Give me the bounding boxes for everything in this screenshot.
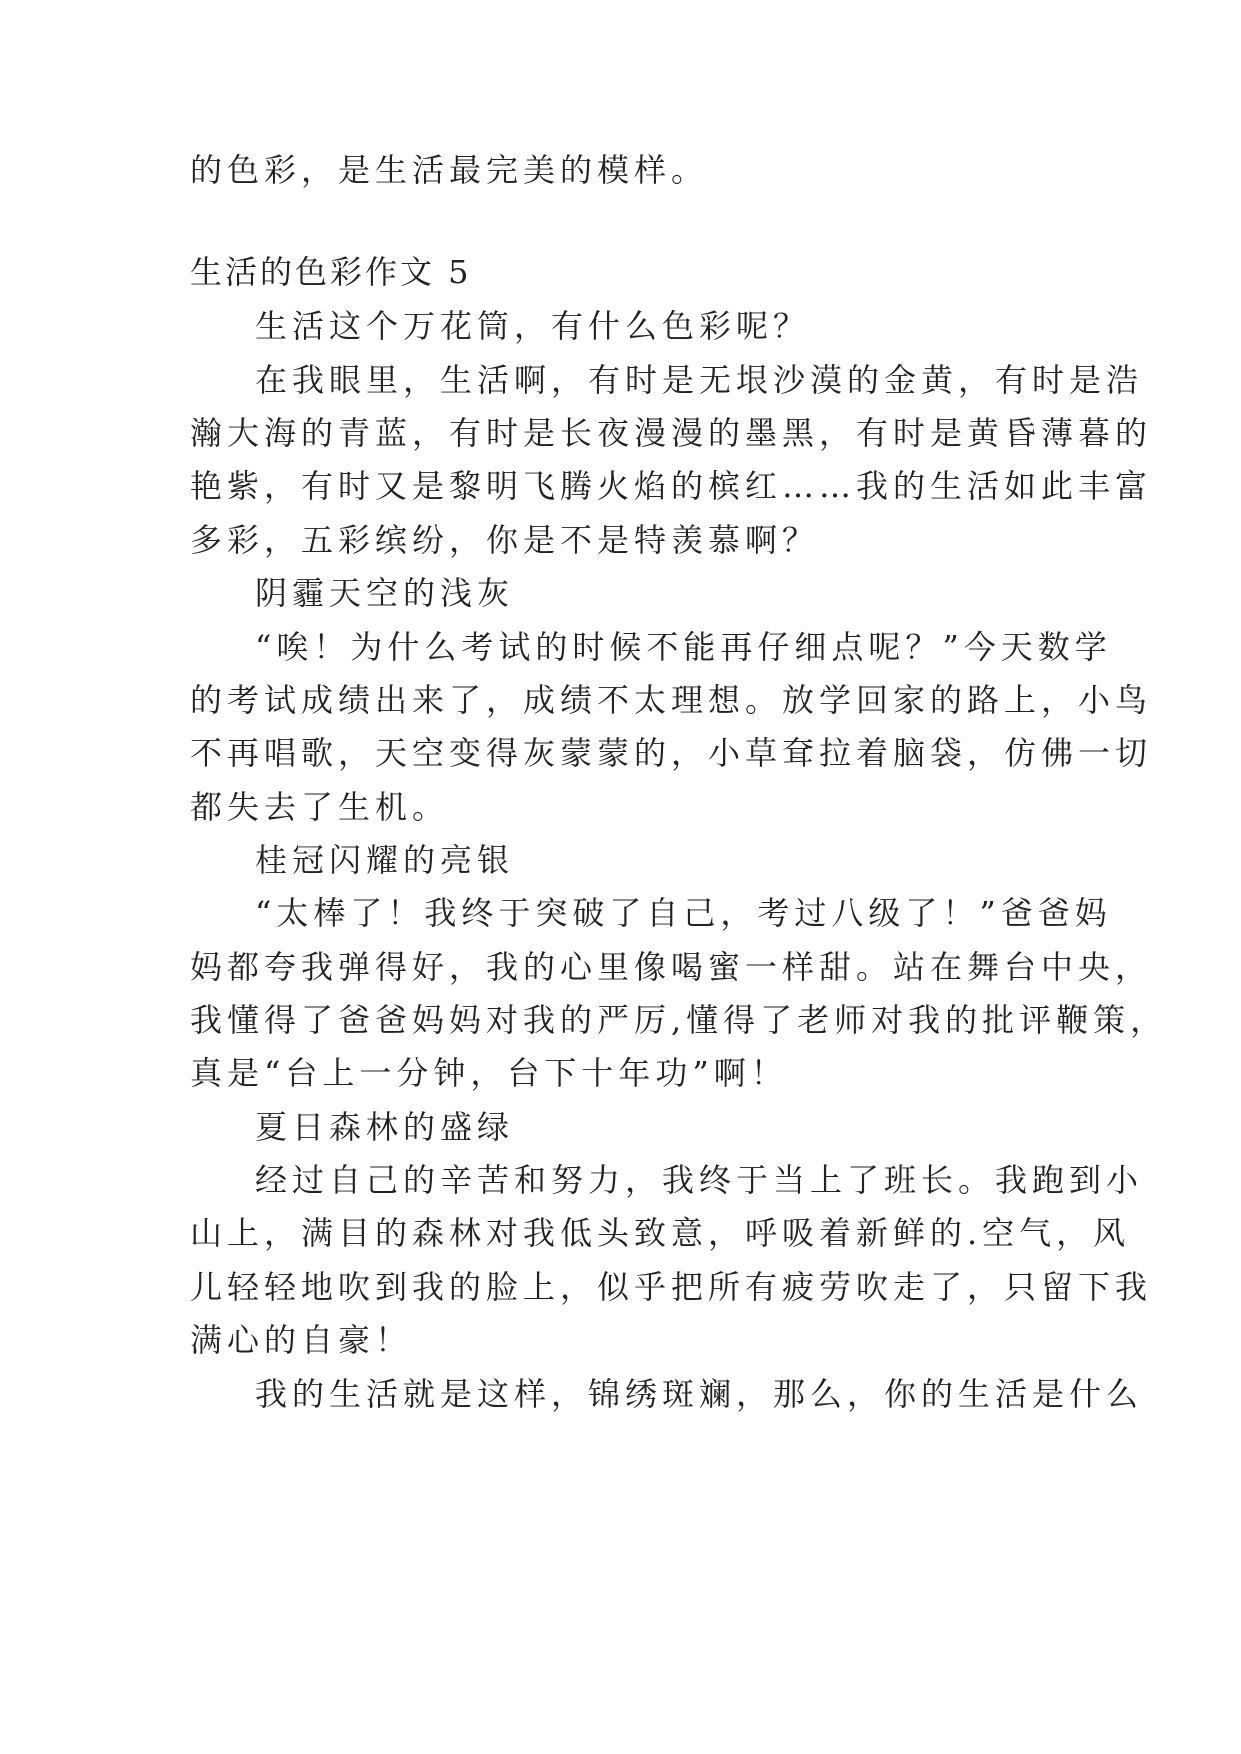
text-line: 山上，满目的森林对我低头致意，呼吸着新鲜的.空气，风: [190, 1214, 1131, 1252]
text-line: 儿轻轻地吹到我的脸上，似乎把所有疲劳吹走了，只留下我: [190, 1268, 1153, 1306]
section-heading: 夏日森林的盛绿: [255, 1108, 515, 1146]
text-line: 多彩，五彩缤纷，你是不是特羡慕啊？: [190, 521, 820, 559]
section-heading: 桂冠闪耀的亮银: [255, 841, 515, 879]
essay-title: 生活的色彩作文 5: [190, 253, 472, 291]
text-line: 生活这个万花筒，有什么色彩呢？: [255, 307, 811, 345]
text-line: 都失去了生机。: [190, 788, 450, 826]
text-line: 我的生活就是这样，锦绣斑斓，那么，你的生活是什么: [255, 1375, 1144, 1413]
text-line: 的色彩，是生活最完美的模样。: [190, 151, 709, 189]
text-line: “唉！为什么考试的时候不能再仔细点呢？”今天数学: [255, 628, 1112, 666]
text-line: 在我眼里，生活啊，有时是无垠沙漠的金黄，有时是浩: [255, 361, 1144, 399]
section-heading: 阴霾天空的浅灰: [255, 574, 515, 612]
text-line: “太棒了！我终于突破了自己，考过八级了！”爸爸妈: [255, 894, 1112, 932]
text-line: 瀚大海的青蓝，有时是长夜漫漫的墨黑，有时是黄昏薄暮的: [190, 414, 1153, 452]
text-line: 经过自己的辛苦和努力，我终于当上了班长。我跑到小: [255, 1161, 1144, 1199]
text-line: 满心的自豪！: [190, 1321, 413, 1359]
text-line: 妈都夸我弹得好，我的心里像喝蜜一样甜。站在舞台中央，: [190, 948, 1153, 986]
text-line: 不再唱歌，天空变得灰蒙蒙的，小草耷拉着脑袋，仿佛一切: [190, 734, 1153, 772]
text-line: 的考试成绩出来了，成绩不太理想。放学回家的路上，小鸟: [190, 681, 1153, 719]
text-line: 我懂得了爸爸妈妈对我的严厉,懂得了老师对我的批评鞭策，: [190, 1001, 1168, 1039]
text-line: 艳紫，有时又是黎明飞腾火焰的槟红……我的生活如此丰富: [190, 467, 1153, 505]
text-line: 真是“台上一分钟，台下十年功”啊！: [190, 1054, 788, 1092]
